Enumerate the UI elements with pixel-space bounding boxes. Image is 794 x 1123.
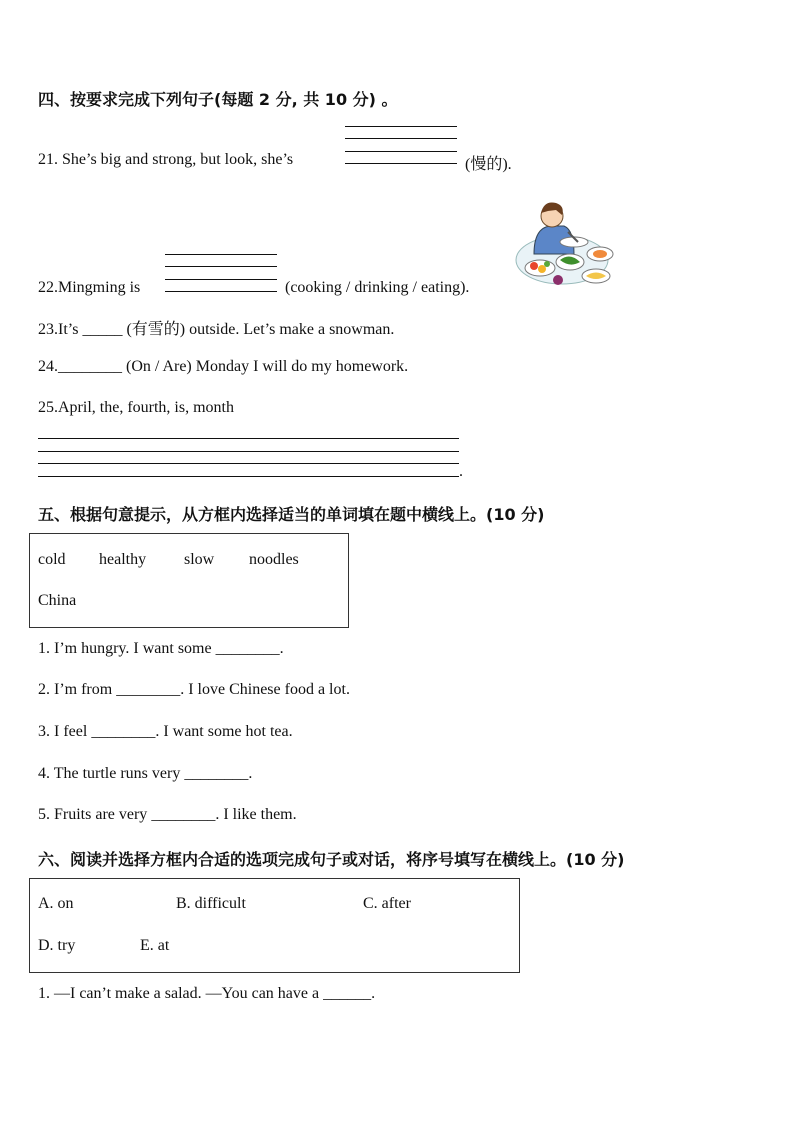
section6-question-1	[38, 985, 375, 1003]
fill-item-after: .	[279, 640, 284, 657]
question-25-end: .	[459, 463, 463, 480]
fill-item-5	[38, 806, 297, 824]
dialogue-blank[interactable]: ______	[323, 985, 372, 1002]
fill-item-after: . I love Chinese food a lot.	[180, 681, 350, 698]
fill-item-after: . I want some hot tea.	[155, 723, 293, 740]
answer-line[interactable]	[345, 138, 457, 139]
question-24	[38, 358, 408, 376]
question-22-hint: (cooking / drinking / eating).	[285, 279, 470, 296]
option-item: D. try	[38, 937, 76, 954]
answer-line[interactable]	[38, 438, 459, 439]
answer-line[interactable]	[345, 151, 457, 152]
option-item: B. difficult	[176, 895, 246, 912]
question-24-blank[interactable]: ________	[58, 358, 122, 375]
word-bank-item: noodles	[249, 551, 299, 568]
section5-title: 五、根据句意提示，从方框内选择适当的单词填在题中横线上。(10 分)	[38, 505, 545, 524]
fill-item-blank[interactable]: ________	[116, 681, 181, 698]
fill-item-after: . I like them.	[215, 806, 297, 823]
word-bank-item: China	[38, 592, 77, 609]
answer-line[interactable]	[165, 291, 277, 292]
fill-item-before: 3. I feel	[38, 723, 88, 740]
answer-line[interactable]	[165, 266, 277, 267]
question-24-prefix: 24.	[38, 358, 58, 375]
question-23-suffix: (有雪的) outside. Let’s make a snowman.	[126, 321, 395, 338]
answer-line[interactable]	[165, 279, 277, 280]
dialogue-end: .	[371, 985, 376, 1002]
fill-item-blank[interactable]: ________	[91, 723, 156, 740]
word-bank-item: cold	[38, 551, 66, 568]
fill-item-before: 2. I’m from	[38, 681, 113, 698]
question-25-text: 25.April, the, fourth, is, month	[38, 399, 234, 416]
question-24-suffix: (On / Are) Monday I will do my homework.	[126, 358, 409, 375]
answer-line[interactable]	[38, 463, 459, 464]
fill-item-blank[interactable]: ________	[184, 765, 249, 782]
question-22-text: 22.Mingming is	[38, 279, 141, 296]
question-21-text: 21. She’s big and strong, but look, she’s	[38, 151, 294, 168]
fill-item-before: 1. I’m hungry. I want some	[38, 640, 212, 657]
fill-item-4	[38, 765, 252, 783]
answer-line[interactable]	[345, 126, 457, 127]
word-bank-box	[29, 533, 349, 628]
answer-line[interactable]	[345, 163, 457, 164]
dialogue-text: 1. —I can’t make a salad. —You can have a	[38, 985, 320, 1002]
word-bank-item: healthy	[99, 551, 147, 568]
question-21-hint: (慢的).	[465, 156, 512, 173]
question-23-prefix: 23.It’s	[38, 321, 79, 338]
fill-item-after: .	[248, 765, 253, 782]
fill-item-1	[38, 640, 284, 658]
option-item: A. on	[38, 895, 74, 912]
answer-line[interactable]	[165, 254, 277, 255]
question-23-blank[interactable]: _____	[82, 321, 123, 338]
options-box	[29, 878, 520, 973]
fill-item-blank[interactable]: ________	[215, 640, 280, 657]
fill-item-blank[interactable]: ________	[151, 806, 216, 823]
fill-item-before: 5. Fruits are very	[38, 806, 148, 823]
section4-title: 四、按要求完成下列句子(每题 2 分, 共 10 分) 。	[38, 90, 398, 109]
section6-title: 六、阅读并选择方框内合适的选项完成句子或对话，将序号填写在横线上。(10 分)	[38, 850, 625, 869]
fill-item-3	[38, 723, 293, 741]
option-item: C. after	[363, 895, 411, 912]
answer-line[interactable]	[38, 451, 459, 452]
answer-line[interactable]	[38, 476, 459, 477]
word-bank-item: slow	[184, 551, 215, 568]
question-23	[38, 316, 394, 339]
fill-item-before: 4. The turtle runs very	[38, 765, 181, 782]
fill-item-2	[38, 681, 350, 699]
boy-eating-illustration	[512, 196, 624, 292]
option-item: E. at	[140, 937, 170, 954]
